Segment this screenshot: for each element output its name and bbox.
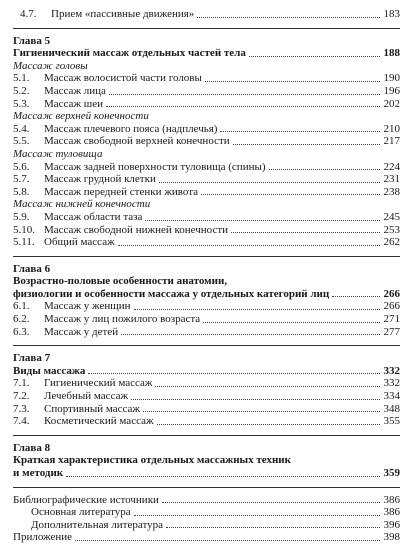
entry-page: 224 [383,160,400,173]
entry-page: 266 [383,287,400,300]
entry-title: Косметический массаж [44,415,154,428]
dot-leader [203,322,380,323]
toc-entry[interactable] [13,72,400,85]
chapter-divider [13,256,400,257]
chapter-label: Глава 5 [13,34,51,47]
entry-number: 7.2. [13,390,30,403]
dot-leader [109,94,380,95]
entry-page: 348 [383,402,400,415]
entry-title: Массаж шеи [44,97,104,110]
toc-entry[interactable] [13,519,400,532]
entry-number: 5.9. [13,210,30,223]
entry-title: Массаж плечевого пояса (надплечья) [44,122,218,135]
entry-page: 359 [383,467,400,479]
entry-number: 5.5. [13,135,30,148]
entry-title: Массаж передней стенки живота [44,185,199,198]
toc-entry[interactable] [13,377,400,390]
entry-title: Массаж у женщин [44,300,131,313]
toc-entry[interactable] [13,85,400,98]
entry-number: 5.8. [13,185,30,198]
toc-entry[interactable] [13,47,400,60]
dot-leader [143,411,380,412]
entry-page: 277 [383,325,400,338]
dot-leader [118,245,380,246]
dot-leader [131,399,380,400]
entry-number: 6.2. [13,313,30,326]
toc-entry[interactable] [13,288,400,301]
toc-entry[interactable] [13,123,400,136]
dot-leader [159,182,380,183]
dot-leader [233,144,380,145]
entry-title: Гигиенический массаж [44,377,153,390]
section-subtitle: Массаж головы [13,59,88,72]
entry-page: 202 [383,97,400,110]
chapter-section [13,35,400,249]
entry-page: 217 [383,135,400,148]
entry-number: 5.3. [13,97,30,110]
entry-title: Массаж волосистой части головы [44,72,202,85]
chapter-section [13,442,400,480]
chapter-label: Глава 7 [13,352,51,365]
toc-entry[interactable] [13,186,400,199]
entry-title: Общий массаж [44,236,115,249]
entry-title: Массаж у лиц пожилого возраста [44,313,201,326]
dot-leader [88,373,380,374]
entry-page: 190 [383,72,400,85]
dot-leader [332,296,380,297]
entry-number: 7.3. [13,402,30,415]
toc-entry[interactable] [13,161,400,174]
dot-leader [249,56,380,57]
entry-page: 210 [383,122,400,135]
dot-leader [220,131,380,132]
chapter-label: Глава 8 [13,441,51,454]
entry-title: физиологии и особенности массажа у отдельных категорий лиц [13,287,330,300]
entry-title: Массаж лица [44,84,106,97]
dot-leader [155,386,380,387]
toc-entry[interactable] [13,390,400,403]
toc-entry[interactable] [13,98,400,111]
chapter-title-line: Краткая характеристика отдельных массажных техник [13,454,291,467]
section-subtitle: Массаж туловища [13,147,103,160]
entry-number: 6.3. [13,325,30,338]
entry-title: Основная литература [31,506,131,519]
chapter-section [13,263,400,339]
toc-entry[interactable] [13,415,400,428]
dot-leader [201,194,380,195]
dot-leader [134,515,380,516]
entry-page: 386 [383,506,400,519]
entry-title: Массаж задней поверхности туловища (спины) [44,160,266,173]
entry-title: Библиографические источники [13,493,159,506]
section-subtitle: Массаж нижней конечности [13,198,151,211]
entry-title: Гигиенический массаж отдельных частей тела [13,47,246,60]
entry-page: 188 [383,47,400,60]
toc-entry[interactable] [13,494,400,507]
entry-page: 396 [383,518,400,531]
entry-title: Массаж свободной нижней конечности [44,223,229,236]
dot-leader [75,540,380,541]
dot-leader [157,424,380,425]
toc-body [13,28,400,544]
entry-page: 245 [383,210,400,223]
entry-number: 5.6. [13,160,30,173]
chapter-divider [13,345,400,346]
toc-entry[interactable] [13,211,400,224]
entry-title: Массаж свободной верхней конечности [44,135,230,148]
toc-entry[interactable] [13,326,400,339]
backmatter-divider [13,487,400,488]
dot-leader [231,232,380,233]
dot-leader [66,476,380,477]
toc-entry[interactable] [13,313,400,326]
entry-title: Приложение [13,531,73,544]
entry-page: 238 [383,185,400,198]
entry-title: Лечебный массаж [44,390,129,403]
toc-entry[interactable] [13,300,400,313]
dot-leader [205,81,380,82]
dot-leader [166,527,380,528]
toc-entry[interactable] [13,403,400,416]
toc-entry[interactable] [13,135,400,148]
entry-page: 262 [383,236,400,249]
entry-title: Прием «пассивные движения» [51,8,195,20]
entry-title: Массаж области таза [44,210,143,223]
entry-number: 5.4. [13,122,30,135]
entry-title: Спортивный массаж [44,402,141,415]
entry-page: 398 [383,531,400,544]
dot-leader [162,502,380,503]
entry-number: 7.4. [13,415,30,428]
dot-leader [121,334,380,335]
entry-page: 334 [383,390,400,403]
entry-number: 5.10. [13,223,35,236]
entry-number: 6.1. [13,300,30,313]
chapter-label: Глава 6 [13,262,51,275]
toc-entry[interactable] [13,224,400,237]
entry-title: Дополнительная литература [31,518,163,531]
chapter-divider [13,28,400,29]
toc-entry[interactable] [13,365,400,378]
dot-leader [269,169,380,170]
entry-page: 332 [383,377,400,390]
entry-number: 5.11. [13,236,35,249]
toc-entry[interactable] [13,173,400,186]
entry-title: Виды массажа [13,364,86,377]
entry-number: 4.7. [20,8,37,20]
dot-leader [145,220,380,221]
entry-title: Массаж у детей [44,325,119,338]
chapter-section [13,352,400,428]
entry-page: 386 [383,493,400,506]
entry-title: и методик [13,467,64,479]
entry-page: 266 [383,300,400,313]
dot-leader [134,309,380,310]
entry-page: 253 [383,223,400,236]
section-subtitle: Массаж верхней конечности [13,110,149,123]
chapter-title-line: Возрастно-половые особенности анатомии, [13,275,228,288]
entry-page: 183 [383,8,400,20]
entry-page: 231 [383,173,400,186]
entry-number: 7.1. [13,377,30,390]
entry-page: 332 [383,364,400,377]
entry-page: 271 [383,313,400,326]
dot-leader [197,17,380,18]
toc-entry[interactable] [13,236,400,249]
backmatter-section [13,494,400,544]
chapter-divider [13,435,400,436]
entry-number: 5.1. [13,72,30,85]
entry-number: 5.7. [13,173,30,186]
entry-title: Массаж грудной клетки [44,173,156,186]
toc-entry[interactable] [13,8,400,21]
toc-entry[interactable] [13,467,400,480]
toc-entry[interactable] [13,531,400,544]
entry-page: 196 [383,84,400,97]
entry-number: 5.2. [13,84,30,97]
entry-page: 355 [383,415,400,428]
dot-leader [106,106,380,107]
toc-entry[interactable] [13,506,400,519]
